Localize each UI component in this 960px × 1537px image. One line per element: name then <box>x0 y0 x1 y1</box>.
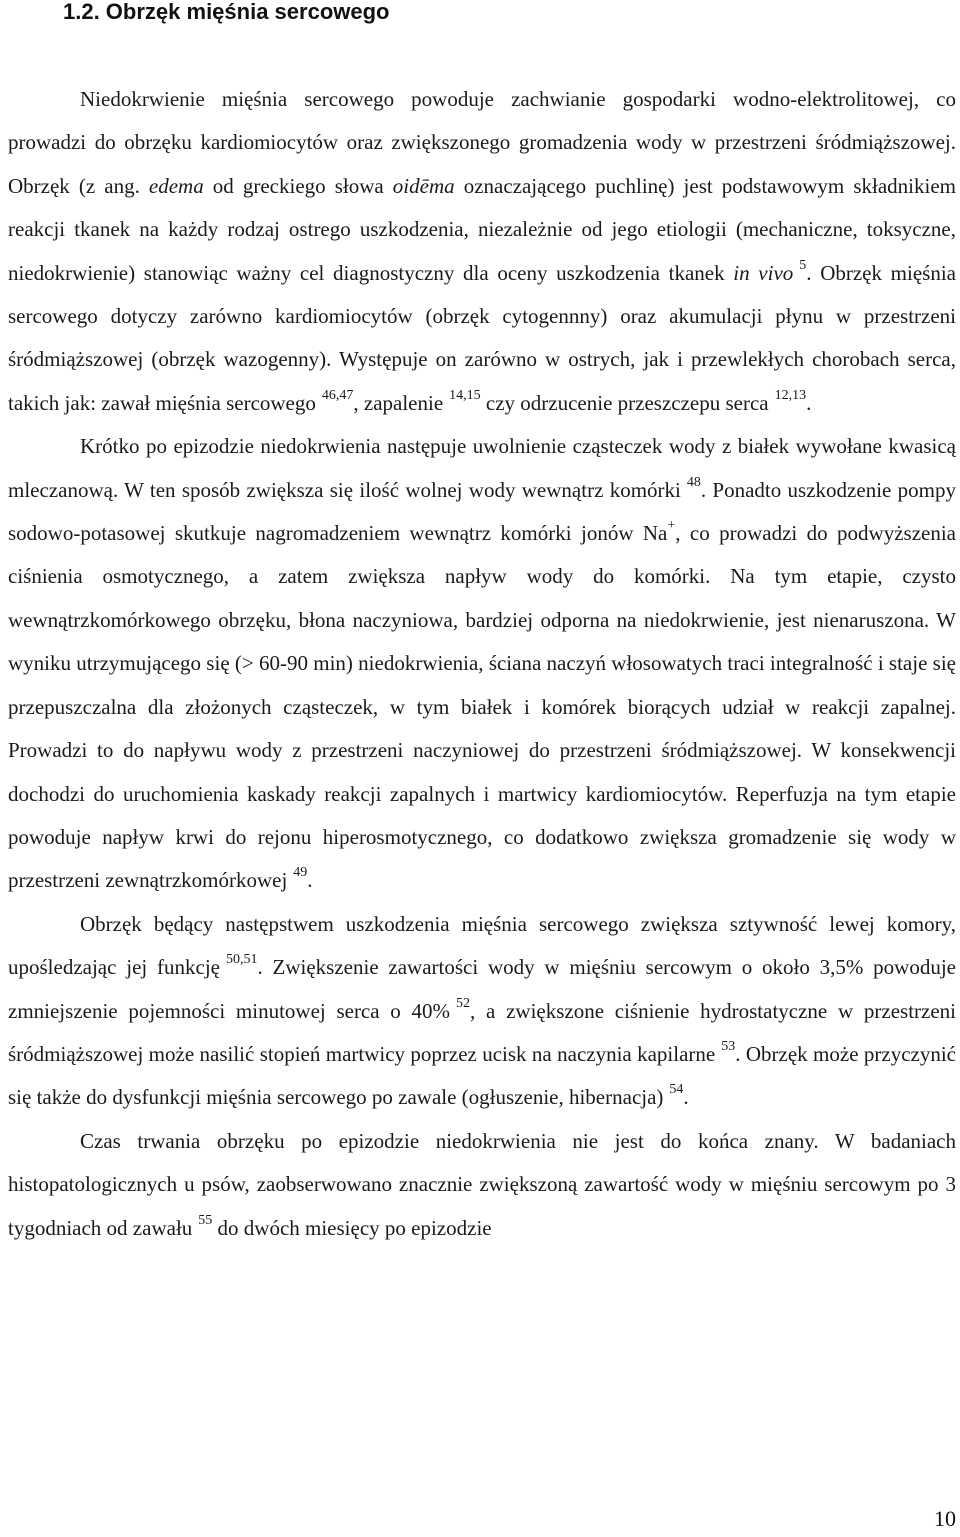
paragraph-2: Krótko po epizodzie niedokrwienia następuje uwolnienie cząsteczek wody z białek wywołane kwasicą mleczanową. W ten sposób zwiększa się ilość wolnej wody wewnątrz komórki $^{48}$. Ponadto uszkodzenie pompy sodowo-potasowej skutkuje nagromadzeniem wewnątrz komórki jonów Na+, co prowadzi do podwyższenia ciśnienia osmotycznego, a zatem zwiększa napływ wody do komórki. Na tym etapie, czysto wewnątrzkomórkowego obrzęku, błona naczyniowa, bardziej odporna na niedokrwienie, jest nienaruszona. W wyniku utrzymującego się (> 60-90 min) niedokrwienia, ściana naczyń włosowatych traci integralność i staje się przepuszczalna dla złożonych cząsteczek, w tym białek i komórek biorących udział w reakcji zapalnej. Prowadzi to do napływu wody z przestrzeni naczyniowej do przestrzeni śródmiąższowej. W konsekwencji dochodzi do uruchomienia kaskady reakcji zapalnych i martwicy kardiomiocytów. Reperfuzja na tym etapie powoduje napływ krwi do rejonu hiperosmotycznego, co dodatkowo zwiększa gromadzenie się wody w przestrzeni zewnątrzkomórkowej $^{49}$. <box>8 434 956 893</box>
italic-term: oidēma <box>392 173 455 198</box>
citation-ref: 55 <box>198 1212 213 1228</box>
italic-term: in vivo <box>733 260 794 285</box>
section-heading: 1.2. Obrzęk mięśnia sercowego <box>63 0 390 24</box>
citation-ref: 48 <box>686 474 701 490</box>
citation-ref: 46,47 <box>321 387 354 403</box>
paragraph-4: Czas trwania obrzęku po epizodzie niedokrwienia nie jest do końca znany. W badaniach histopatologicznych u psów, zaobserwowano znacznie zwiększoną zawartość wody w mięśniu sercowym po 3 tygodniach od zawału $^{55}$ do dwóch miesięcy po epizodzie <box>8 1128 956 1240</box>
paragraph-1: Niedokrwienie mięśnia sercowego powoduje zachwianie gospodarki wodno-elektrolitowej, co prowadzi do obrzęku kardiomiocytów oraz zwiększonego gromadzenia wody w przestrzeni śródmiąższowej. Obrzęk (z ang. edema od greckiego słowa oidēma oznaczającego puchlinę) jest podstawowym składnikiem reakcji tkanek na każdy rodzaj ostrego uszkodzenia, niezależnie od jego etiologii (mechaniczne, toksyczne, niedokrwienie) stanowiąc ważny cel diagnostyczny dla oceny uszkodzenia tkanek in vivo $^5$. Obrzęk mięśnia sercowego dotyczy zarówno kardiomiocytów (obrzęk cytogennny) oraz akumulacji płynu w przestrzeni śródmiąższowej (obrzęk wazogenny). Występuje on zarówno w ostrych, jak i przewlekłych chorobach serca, takich jak: zawał mięśnia sercowego $^{46,47}$, zapalenie $^{14,15}$ czy odrzucenie przeszczepu serca $^{12,13}$. <box>8 87 956 415</box>
citation-ref: 5 <box>799 257 807 273</box>
citation-ref: 50,51 <box>225 952 258 968</box>
citation-ref: 54 <box>669 1082 684 1098</box>
ion-charge: + <box>667 518 676 534</box>
body-text <box>8 78 956 1250</box>
page-number: 10 <box>934 1506 956 1531</box>
citation-ref: 49 <box>293 865 308 881</box>
paragraph-3: Obrzęk będący następstwem uszkodzenia mięśnia sercowego zwiększa sztywność lewej komory, upośledzając jej funkcję $^{50,51}$. Zwiększenie zawartości wody w mięśniu sercowym o około 3,5% powoduje zmniejszenie pojemności minutowej serca o 40% $^{52}$, a zwiększone ciśnienie hydrostatyczne w przestrzeni śródmiąższowej może nasilić stopień martwicy poprzez ucisk na naczynia kapilarne $^{53}$. Obrzęk może przyczynić się także do dysfunkcji mięśnia sercowego po zawale (ogłuszenie, hibernacja) $^{54}$. <box>8 911 957 1110</box>
citation-ref: 12,13 <box>774 387 807 403</box>
citation-ref: 52 <box>456 995 471 1011</box>
citation-ref: 14,15 <box>449 387 481 403</box>
italic-term: edema <box>148 173 204 198</box>
citation-ref: 53 <box>721 1038 736 1054</box>
